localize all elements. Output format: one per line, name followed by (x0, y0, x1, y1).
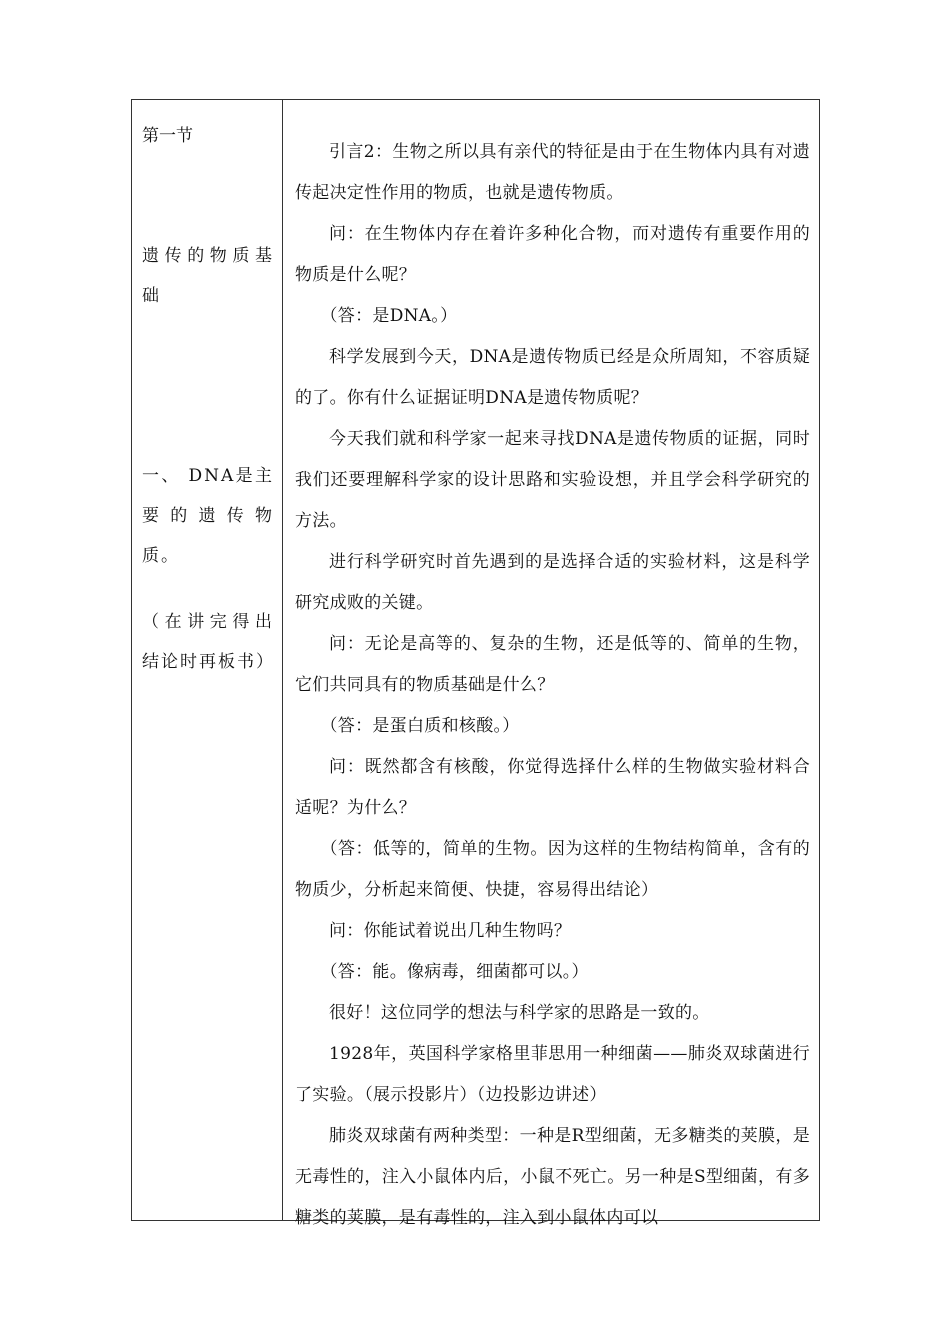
paragraph: 今天我们就和科学家一起来寻找DNA是遗传物质的证据，同时我们还要理解科学家的设计思路和实验设想，并且学会科学研究的方法。 (295, 429, 810, 531)
paragraph: 1928年，英国科学家格里菲思用一种细菌——肺炎双球菌进行了实验。（展示投影片）（边投影边讲述） (295, 1044, 810, 1105)
lesson-table (131, 99, 820, 1228)
paragraph: 问：在生物体内存在着许多种化合物，而对遗传有重要作用的物质是什么呢？ (295, 224, 810, 285)
board-note: （在讲完得出结论时再板书） (142, 612, 275, 672)
lesson-content-column (283, 100, 819, 1228)
paragraph: 引言2：生物之所以具有亲代的特征是由于在生物体内具有对遗传起决定性作用的物质，也就是遗传物质。 (295, 142, 810, 203)
paragraph: 进行科学研究时首先遇到的是选择合适的实验材料，这是科学研究成败的关键。 (295, 552, 810, 613)
paragraph: 很好！这位同学的想法与科学家的思路是一致的。 (329, 1003, 710, 1023)
paragraph: 问：你能试着说出几种生物吗？ (329, 921, 572, 941)
section-label: 第一节 (142, 126, 193, 146)
paragraph: （答：是蛋白质和核酸。） (320, 716, 520, 736)
section-heading: 一、 DNA是主要的遗传物质。 (142, 466, 274, 566)
paragraph: （答：能。像病毒，细菌都可以。） (320, 962, 589, 982)
paragraph: （答：是DNA。） (320, 306, 458, 326)
paragraph: 科学发展到今天，DNA是遗传物质已经是众所周知，不容质疑的了。你有什么证据证明DNA是遗传物质呢？ (295, 347, 810, 408)
paragraph: 问：无论是高等的、复杂的生物，还是低等的、简单的生物，它们共同具有的物质基础是什么？ (295, 634, 810, 695)
outline-column (132, 100, 283, 1220)
paragraph: 肺炎双球菌有两种类型：一种是R型细菌，无多糖类的荚膜，是无毒性的，注入小鼠体内后，小鼠不死亡。另一种是S型细菌，有多糖类的荚膜，是有毒性的，注入到小鼠体内可以 (295, 1126, 810, 1228)
paragraph: 问：既然都含有核酸，你觉得选择什么样的生物做实验材料合适呢？为什么？ (295, 757, 810, 818)
paragraph: （答：低等的，简单的生物。因为这样的生物结构简单，含有的物质少，分析起来简便、快捷，容易得出结论） (295, 839, 810, 900)
topic-title: 遗传的物质基础 (142, 246, 274, 306)
